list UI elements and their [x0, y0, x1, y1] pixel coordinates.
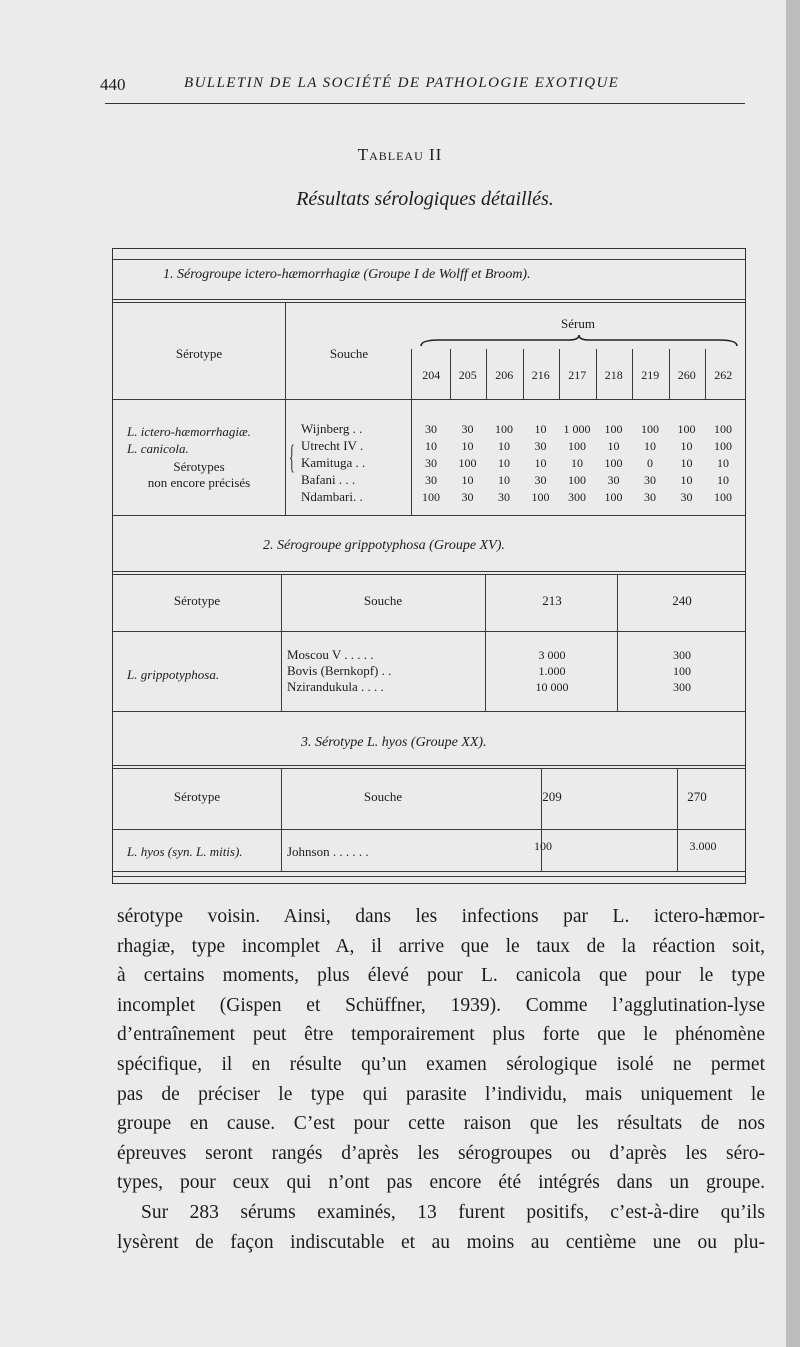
body-paragraph: [117, 902, 765, 1257]
serum-col-header: 218: [604, 368, 623, 382]
rule: [559, 349, 560, 399]
section2-serum-213: 213: [542, 593, 562, 608]
titre-cell: 300: [568, 490, 586, 504]
souche-cell: Moscou V . . . . .: [287, 647, 374, 662]
rule: [113, 711, 745, 712]
body-line: épreuves seront rangés d’après les sérogroupes ou d’après les séro-: [117, 1142, 765, 1164]
results-table: [112, 248, 746, 884]
titre-cell: 100: [568, 473, 586, 487]
rule: [450, 349, 451, 399]
titre-cell: 30: [498, 490, 510, 504]
titre-cell: 100: [714, 490, 732, 504]
body-line: rhagiæ, type incomplet A, il arrive que le taux de la réaction soit,: [117, 935, 765, 957]
rule: [113, 829, 745, 830]
souche-cell: Ndambari. .: [301, 489, 363, 504]
titre-cell: 100: [714, 439, 732, 453]
serotypes-unknown-1: Sérotypes: [173, 459, 225, 474]
souche-cell: Wijnberg . .: [301, 421, 363, 436]
body-line: types, pour ceux qui n’ont pas encore été intégrés dans un groupe.: [117, 1172, 765, 1194]
row-brace: {: [289, 439, 295, 476]
journal-title: BULLETIN DE LA SOCIÉTÉ DE PATHOLOGIE EXOTIQUE: [184, 75, 620, 91]
rule: [285, 303, 286, 515]
running-header: [100, 75, 760, 99]
titre-cell: 300: [673, 648, 691, 662]
titre-cell: 30: [425, 473, 437, 487]
rule: [113, 399, 745, 400]
serum-brace: [419, 334, 739, 348]
value-209: 100: [534, 839, 552, 853]
section1-souche-header: Souche: [329, 346, 369, 361]
souche-johnson: Johnson . . . . . .: [287, 844, 369, 859]
section2-serotype-header: Sérotype: [173, 593, 221, 608]
titre-cell: 30: [425, 422, 437, 436]
rule: [617, 575, 618, 711]
titre-cell: 30: [461, 422, 474, 436]
titre-cell: 30: [425, 456, 437, 470]
section2-souche-header: Souche: [363, 593, 403, 608]
titre-cell: 100: [604, 422, 623, 436]
titre-cell: 100: [458, 456, 477, 470]
titre-cell: 30: [534, 439, 547, 453]
body-lines: [117, 902, 765, 1257]
serum-col-header: 206: [495, 368, 514, 382]
rule: [113, 574, 745, 575]
serum-col-header: 217: [568, 368, 587, 382]
rule: [705, 349, 706, 399]
souche-cell: Bovis (Bernkopf) . .: [287, 663, 392, 678]
titre-cell: 10: [680, 473, 693, 487]
titre-cell: 100: [641, 422, 659, 436]
titre-cell: 0: [647, 456, 653, 470]
page-number: 440: [100, 75, 126, 94]
serum-col-header: 205: [458, 368, 477, 382]
body-line: groupe en cause. C’est pour cette raison que les résultats de nos: [117, 1113, 765, 1135]
souche-cell: Nzirandukula . . . .: [287, 679, 384, 694]
rule: [281, 769, 282, 871]
titre-cell: 10: [498, 473, 510, 487]
body-line: incomplet (Gispen et Schüffner, 1939). Comme l’agglutination-lyse: [117, 994, 765, 1016]
serotype-hyos: L. hyos (syn. L. mitis).: [127, 844, 243, 859]
rule: [113, 768, 745, 769]
section2-serum-240: 240: [672, 593, 692, 608]
titre-cell: 100: [422, 490, 440, 504]
section3-serotype-header: Sérotype: [173, 789, 221, 804]
titre-cell: 10: [425, 439, 437, 453]
titre-cell: 1.000: [538, 664, 566, 678]
rule: [281, 575, 282, 711]
header-rule: [105, 103, 745, 104]
rule: [669, 349, 670, 399]
rule: [113, 259, 745, 260]
titre-cell: 10: [717, 456, 729, 470]
rule: [677, 769, 678, 871]
titre-cell: 10: [607, 439, 620, 453]
serum-col-header: 219: [641, 368, 660, 382]
titre-cell: 10 000: [535, 680, 569, 694]
section1-serotype-header: Sérotype: [175, 346, 223, 361]
titre-cell: 3 000: [538, 648, 566, 662]
titre-cell: 10: [680, 456, 693, 470]
titre-cell: 300: [673, 680, 691, 694]
titre-cell: 10: [644, 439, 656, 453]
souche-cell: Bafani . . .: [301, 472, 356, 487]
rule: [113, 631, 745, 632]
titre-cell: 10: [498, 439, 510, 453]
serum-col-header: 262: [714, 368, 733, 382]
serum-col-header: 204: [422, 368, 441, 382]
serotype-ictero: L. ictero-hæmorrhagiæ.: [127, 424, 251, 439]
titre-cell: 10: [571, 456, 583, 470]
souche-cell: Utrecht IV .: [301, 438, 364, 453]
titre-cell: 30: [461, 490, 474, 504]
table-label: Tableau II: [357, 145, 443, 164]
section3-souche-header: Souche: [363, 789, 403, 804]
rule: [541, 769, 542, 871]
rule: [632, 349, 633, 399]
section3-title: 3. Sérotype L. hyos (Groupe XX).: [301, 735, 487, 750]
titre-cell: 100: [531, 490, 550, 504]
rule: [485, 575, 486, 711]
titre-cell: 30: [534, 473, 547, 487]
rule: [113, 876, 745, 877]
souche-cell: Kamituga . .: [301, 455, 366, 470]
titre-cell: 10: [498, 456, 510, 470]
titre-cell: 10: [534, 456, 547, 470]
serum-col-header: 216: [531, 368, 550, 382]
body-line: sérotype voisin. Ainsi, dans les infections par L. ictero-hæmor-: [117, 906, 765, 927]
rule: [113, 515, 745, 516]
body-line: lysèrent de façon indiscutable et au moins au centième une ou plu-: [117, 1231, 765, 1253]
titre-cell: 30: [680, 490, 693, 504]
titre-cell: 100: [677, 422, 696, 436]
rule: [113, 571, 745, 572]
rule: [113, 299, 745, 300]
titre-cell: 30: [644, 490, 656, 504]
titre-cell: 100: [604, 490, 623, 504]
titre-cell: 10: [680, 439, 693, 453]
rule: [113, 302, 745, 303]
section3-serum-270: 270: [687, 789, 707, 804]
titre-cell: 100: [604, 456, 623, 470]
titre-cell: 10: [461, 439, 474, 453]
serotype-canicola: L. canicola.: [127, 441, 189, 456]
serum-col-header: 260: [677, 368, 696, 382]
section1-title: 1. Sérogroupe ictero-hæmorrhagiæ (Groupe I de Wolff et Broom).: [163, 267, 531, 282]
titre-cell: 100: [714, 422, 732, 436]
section3-serum-209: 209: [542, 789, 562, 804]
titre-cell: 10: [717, 473, 729, 487]
titre-cell: 10: [461, 473, 474, 487]
rule: [113, 871, 745, 872]
body-line: spécifique, il en résulte qu’un examen sérologique isolé ne permet: [117, 1053, 765, 1075]
rule: [523, 349, 524, 399]
rule: [596, 349, 597, 399]
section1-serum-header: Sérum: [561, 316, 595, 331]
rule: [113, 765, 745, 766]
titre-cell: 100: [495, 422, 513, 436]
titre-cell: 30: [607, 473, 620, 487]
titre-cell: 1 000: [563, 422, 591, 436]
body-line: Sur 283 sérums examinés, 13 furent positifs, c’est-à-dire qu’ils: [141, 1201, 765, 1223]
body-line: d’entraînement peut être temporairement plus forte que le phénomène: [117, 1024, 765, 1046]
body-line: à certains moments, plus élevé pour L. canicola que pour le type: [117, 965, 765, 987]
titre-cell: 10: [534, 422, 547, 436]
serotypes-unknown-2: non encore précisés: [147, 475, 251, 490]
body-line: pas de préciser le type qui parasite l’individu, mais uniquement le: [117, 1083, 765, 1105]
titre-cell: 100: [673, 664, 691, 678]
titre-cell: 30: [644, 473, 656, 487]
serotype-grippotyphosa: L. grippotyphosa.: [127, 667, 220, 682]
rule: [486, 349, 487, 399]
titre-cell: 100: [568, 439, 586, 453]
table-subtitle: Résultats sérologiques détaillés.: [296, 188, 554, 210]
value-270: 3.000: [689, 839, 717, 853]
section2-title: 2. Sérogroupe grippotyphosa (Groupe XV).: [263, 538, 505, 553]
